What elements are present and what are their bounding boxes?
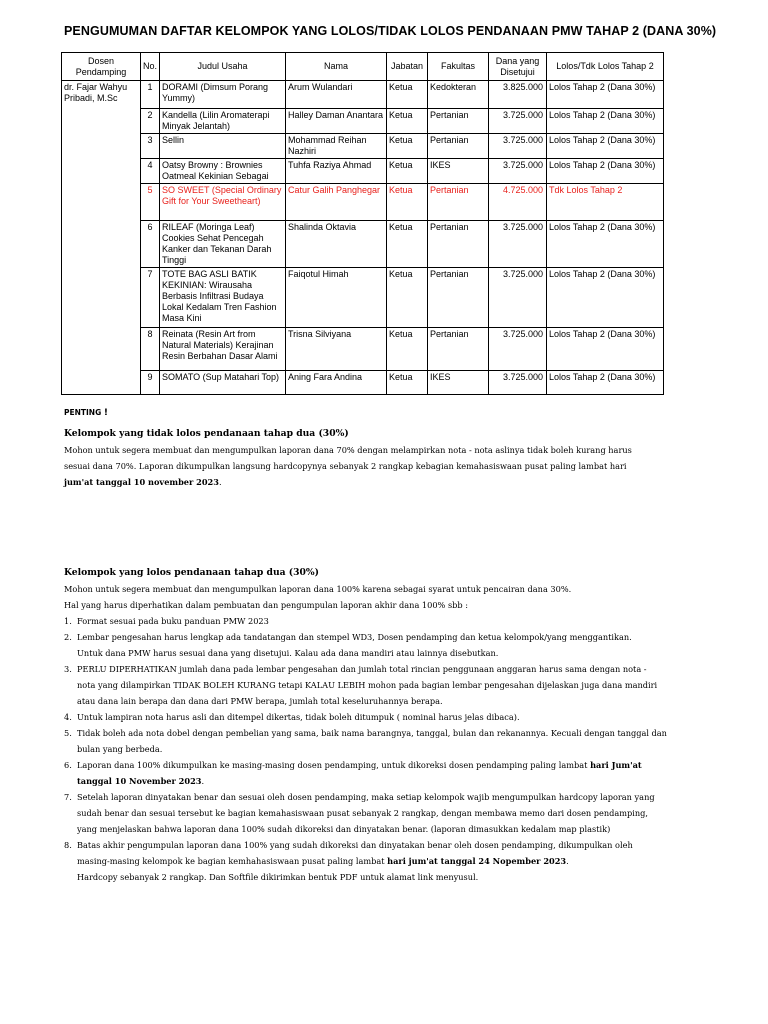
list-line xyxy=(77,741,717,757)
cell-no: 4 xyxy=(141,159,160,184)
cell-nama: Catur Galih Panghegar xyxy=(286,184,387,221)
cell-status: Lolos Tahap 2 (Dana 30%) xyxy=(547,159,664,184)
dosen-pendamping-cell: dr. Fajar Wahyu Pribadi, M.Sc xyxy=(62,81,141,395)
list-text: bulan yang berbeda. xyxy=(77,744,163,754)
cell-fakultas: Pertanian xyxy=(428,221,489,268)
table-row xyxy=(62,268,664,328)
list-line xyxy=(77,677,717,693)
cell-jabatan: Ketua xyxy=(387,221,428,268)
list-text: nota yang dilampirkan TIDAK BOLEH KURANG tetapi KALAU LEBIH mohon pada bagian lembar pengesahan dijelaskan juga dana mandiri xyxy=(77,680,658,690)
cell-nama: Trisna Silviyana xyxy=(286,328,387,371)
list-item xyxy=(64,613,717,629)
cell-dana: 3.825.000 xyxy=(489,81,547,109)
cell-no: 1 xyxy=(141,81,160,109)
cell-jabatan: Ketua xyxy=(387,134,428,159)
list-number: 6. xyxy=(64,760,72,770)
list-item xyxy=(64,725,717,757)
cell-status: Lolos Tahap 2 (Dana 30%) xyxy=(547,134,664,159)
header-fakultas: Fakultas xyxy=(428,53,489,81)
list-item xyxy=(64,789,717,837)
cell-judul: SOMATO (Sup Matahari Top) xyxy=(160,371,286,395)
cell-judul: Reinata (Resin Art from Natural Materials) Kerajinan Resin Berbahan Dasar Alami xyxy=(160,328,286,371)
cell-fakultas: IKES xyxy=(428,159,489,184)
cell-fakultas: Pertanian xyxy=(428,109,489,134)
cell-nama: Faiqotul Himah xyxy=(286,268,387,328)
important-label: PENTING ! xyxy=(64,408,108,418)
list-line xyxy=(77,869,717,885)
header-dosen: Dosen Pendamping xyxy=(62,53,141,81)
cell-dana: 3.725.000 xyxy=(489,268,547,328)
cell-judul: Sellin xyxy=(160,134,286,159)
cell-status: Lolos Tahap 2 (Dana 30%) xyxy=(547,221,664,268)
list-item xyxy=(64,661,717,709)
list-text: Format sesuai pada buku panduan PMW 2023 xyxy=(77,616,269,626)
cell-status: Lolos Tahap 2 (Dana 30%) xyxy=(547,268,664,328)
cell-dana: 3.725.000 xyxy=(489,109,547,134)
list-bold-text: hari jum'at tanggal 24 Nopember 2023 xyxy=(387,856,567,866)
list-bold-text: tanggal 10 November 2023 xyxy=(77,776,202,786)
list-text: Untuk dana PMW harus sesuai dana yang disetujui. Kalau ada dana mandiri atau lainnya disebutkan. xyxy=(77,648,499,658)
list-text: Untuk lampiran nota harus asli dan ditempel dikertas, tidak boleh ditumpuk ( nominal harus jelas dibaca). xyxy=(77,712,520,722)
list-line xyxy=(77,773,717,789)
list-line xyxy=(77,853,717,869)
cell-judul: RILEAF (Moringa Leaf) Cookies Sehat Pencegah Kanker dan Tekanan Darah Tinggi xyxy=(160,221,286,268)
list-line xyxy=(77,629,717,645)
list-line xyxy=(77,757,717,773)
cell-jabatan: Ketua xyxy=(387,268,428,328)
list-number: 7. xyxy=(64,792,72,802)
cell-jabatan: Ketua xyxy=(387,159,428,184)
list-text: PERLU DIPERHATIKAN jumlah dana pada lembar pengesahan dan jumlah total rincian penggunaan anggaran harus sama dengan nota - xyxy=(77,664,647,674)
header-status: Lolos/Tdk Lolos Tahap 2 xyxy=(547,53,664,81)
cell-dana: 3.725.000 xyxy=(489,159,547,184)
list-line xyxy=(77,709,717,725)
section-passed-intro: Hal yang harus diperhatikan dalam pembuatan dan pengumpulan laporan akhir dana 100% sbb : xyxy=(64,600,468,610)
cell-dana: 3.725.000 xyxy=(489,328,547,371)
cell-nama: Halley Daman Anantara xyxy=(286,109,387,134)
list-number: 3. xyxy=(64,664,72,674)
section-not-passed-line: Mohon untuk segera membuat dan mengumpulkan laporan dana 70% dengan melampirkan nota - nota aslinya tidak boleh kurang harus xyxy=(64,445,632,455)
list-text: sudah benar dan sesuai tersebut ke bagian kemahasiswaan pusat sebanyak 2 rangkap, dengan membawa memo dari dosen pendamping, xyxy=(77,808,649,818)
cell-jabatan: Ketua xyxy=(387,81,428,109)
table-row xyxy=(62,184,664,221)
cell-fakultas: Pertanian xyxy=(428,328,489,371)
header-dana: Dana yang Disetujui xyxy=(489,53,547,81)
cell-no: 8 xyxy=(141,328,160,371)
header-jabatan: Jabatan xyxy=(387,53,428,81)
cell-status: Lolos Tahap 2 (Dana 30%) xyxy=(547,109,664,134)
list-text: Tidak boleh ada nota dobel dengan pembelian yang sama, baik nama barangnya, tanggal, bulan dan rekanannya. Kecuali dengan tanggal dan xyxy=(77,728,667,738)
cell-fakultas: Pertanian xyxy=(428,184,489,221)
cell-nama: Mohammad Reihan Nazhiri xyxy=(286,134,387,159)
section-passed-heading: Kelompok yang lolos pendanaan tahap dua (30%) xyxy=(64,567,319,578)
list-text: . xyxy=(201,776,205,786)
list-text: Laporan dana 100% dikumpulkan ke masing-masing dosen pendamping, untuk dikoreksi dosen pendamping paling lambat xyxy=(77,760,591,770)
cell-no: 3 xyxy=(141,134,160,159)
cell-fakultas: Kedokteran xyxy=(428,81,489,109)
list-line xyxy=(77,805,717,821)
cell-nama: Aning Fara Andina xyxy=(286,371,387,395)
cell-no: 2 xyxy=(141,109,160,134)
cell-judul: Kandella (Lilin Aromaterapi Minyak Jelantah) xyxy=(160,109,286,134)
section-passed xyxy=(64,565,717,885)
cell-fakultas: IKES xyxy=(428,371,489,395)
table-row xyxy=(62,328,664,371)
table-row xyxy=(62,371,664,395)
table-row xyxy=(62,109,664,134)
announcement-title: PENGUMUMAN DAFTAR KELOMPOK YANG LOLOS/TIDAK LOLOS PENDANAAN PMW TAHAP 2 (DANA 30%) xyxy=(64,24,717,38)
cell-jabatan: Ketua xyxy=(387,184,428,221)
cell-jabatan: Ketua xyxy=(387,328,428,371)
cell-nama: Shalinda Oktavia xyxy=(286,221,387,268)
table-row xyxy=(62,134,664,159)
list-text: masing-masing kelompok ke bagian kemhahasiswaan pusat paling lambat xyxy=(77,856,388,866)
list-number: 8. xyxy=(64,840,72,850)
section-not-passed xyxy=(64,426,714,490)
list-line xyxy=(77,613,717,629)
list-line xyxy=(77,837,717,853)
list-number: 4. xyxy=(64,712,72,722)
list-number: 5. xyxy=(64,728,72,738)
list-line xyxy=(77,789,717,805)
list-text: . xyxy=(566,856,569,866)
list-number: 2. xyxy=(64,632,72,642)
cell-no: 6 xyxy=(141,221,160,268)
list-item xyxy=(64,629,717,661)
list-line xyxy=(77,725,717,741)
table-row xyxy=(62,81,664,109)
cell-status: Tdk Lolos Tahap 2 xyxy=(547,184,664,221)
cell-nama: Arum Wulandari xyxy=(286,81,387,109)
header-judul: Judul Usaha xyxy=(160,53,286,81)
list-item xyxy=(64,709,717,725)
list-line xyxy=(77,661,717,677)
cell-jabatan: Ketua xyxy=(387,371,428,395)
list-number: 1. xyxy=(64,616,72,626)
list-item xyxy=(64,837,717,885)
cell-judul: SO SWEET (Special Ordinary Gift for Your Sweetheart) xyxy=(160,184,286,221)
cell-judul: DORAMI (Dimsum Porang Yummy) xyxy=(160,81,286,109)
list-text: Batas akhir pengumpulan laporan dana 100% yang sudah dikoreksi dan dinyatakan benar oleh dosen pendamping, dikumpulkan oleh xyxy=(77,840,633,850)
section-not-passed-line: jum'at tanggal 10 november 2023. xyxy=(64,477,222,487)
list-item xyxy=(64,757,717,789)
cell-jabatan: Ketua xyxy=(387,109,428,134)
cell-dana: 3.725.000 xyxy=(489,134,547,159)
list-line xyxy=(77,693,717,709)
table-row xyxy=(62,221,664,268)
table-header-row xyxy=(62,53,664,81)
header-no: No. xyxy=(141,53,160,81)
cell-judul: TOTE BAG ASLI BATIK KEKINIAN: Wirausaha Berbasis Infiltrasi Budaya Lokal Kedalam Tren Fashion Masa Kini xyxy=(160,268,286,328)
cell-status: Lolos Tahap 2 (Dana 30%) xyxy=(547,328,664,371)
section-passed-intro: Mohon untuk segera membuat dan mengumpulkan laporan dana 100% karena sebagai syarat untuk pencairan dana 30%. xyxy=(64,584,572,594)
list-text: atau dana lain berapa dan dana dari PMW berapa, jumlah total keseluruhannya berapa. xyxy=(77,696,443,706)
list-text: yang menjelaskan bahwa laporan dana 100% sudah dikoreksi dan dinyatakan benar. (laporan dimasukkan kedalam map plastik) xyxy=(77,824,611,834)
cell-no: 7 xyxy=(141,268,160,328)
cell-dana: 3.725.000 xyxy=(489,221,547,268)
cell-fakultas: Pertanian xyxy=(428,134,489,159)
section-not-passed-line: sesuai dana 70%. Laporan dikumpulkan langsung hardcopynya sebanyak 2 rangkap kebagian kemahasiswaan pusat paling lambat hari xyxy=(64,461,627,471)
cell-dana: 3.725.000 xyxy=(489,371,547,395)
cell-no: 9 xyxy=(141,371,160,395)
cell-status: Lolos Tahap 2 (Dana 30%) xyxy=(547,81,664,109)
cell-no: 5 xyxy=(141,184,160,221)
section-not-passed-heading: Kelompok yang tidak lolos pendanaan tahap dua (30%) xyxy=(64,428,349,439)
cell-judul: Oatsy Browny : Brownies Oatmeal Kekinian Sebagai xyxy=(160,159,286,184)
header-nama: Nama xyxy=(286,53,387,81)
table-row xyxy=(62,159,664,184)
list-line xyxy=(77,645,717,661)
cell-fakultas: Pertanian xyxy=(428,268,489,328)
list-bold-text: hari Jum'at xyxy=(590,760,642,770)
group-table xyxy=(61,52,664,395)
cell-nama: Tuhfa Raziya Ahmad xyxy=(286,159,387,184)
requirements-list xyxy=(64,613,717,885)
cell-dana: 4.725.000 xyxy=(489,184,547,221)
list-line xyxy=(77,821,717,837)
list-text: Lembar pengesahan harus lengkap ada tandatangan dan stempel WD3, Dosen pendamping dan ketua kelompok/yang menggantikan. xyxy=(77,632,632,642)
list-text: Setelah laporan dinyatakan benar dan sesuai oleh dosen pendamping, maka setiap kelompok wajib mengumpulkan hardcopy laporan yang xyxy=(77,792,655,802)
cell-status: Lolos Tahap 2 (Dana 30%) xyxy=(547,371,664,395)
list-text: Hardcopy sebanyak 2 rangkap. Dan Softfile dikirimkan bentuk PDF untuk alamat link menyusul. xyxy=(77,872,479,882)
